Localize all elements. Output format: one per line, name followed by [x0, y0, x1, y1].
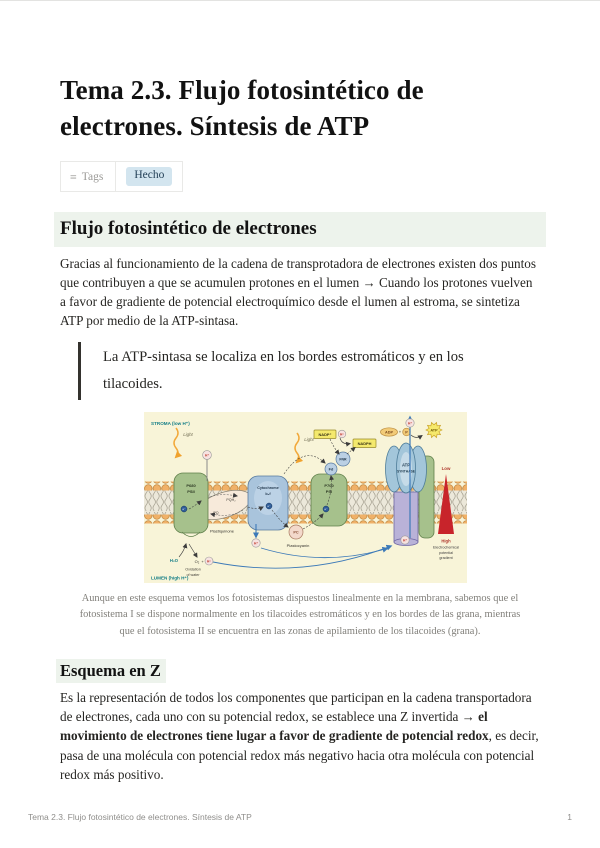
fnr-label: FNR [339, 457, 347, 462]
low-label: Low [441, 466, 451, 472]
p700-label: P700 [324, 483, 334, 489]
quote-block [78, 342, 523, 400]
hplus-lollipop: H⁺ [204, 453, 210, 458]
light-label-1: Light [183, 432, 193, 438]
b6f-label: b₆f [265, 492, 271, 497]
plus-sign-2: + [201, 559, 204, 565]
psi-label: PSI [325, 489, 333, 495]
thylakoid-membrane-diagram [144, 412, 467, 583]
tag-badge-hecho: Hecho [126, 167, 172, 186]
photosystem-i [311, 474, 347, 526]
h2o-label: H₂O [169, 558, 179, 564]
footer-page-number: 1 [567, 812, 572, 822]
list-icon: ≡ [70, 169, 77, 184]
atp-synthase-label-2: SYNTHASE [397, 469, 415, 474]
pc-label: PC [293, 530, 299, 535]
plus-sign: + [398, 429, 402, 435]
gradient-label-1: Electrochemical [432, 545, 460, 550]
plastoquinone-label: Plastiquinone [209, 528, 235, 534]
photosystem-ii [174, 473, 208, 537]
paragraph-esquema-before: Es la representación de todos los componentes que participan en la cadena transportadora de electrones, cada uno con su potencial redox, se establece una Z invertida → [60, 690, 532, 725]
fnr-enzyme [336, 452, 350, 466]
fd-label: Fd [328, 467, 334, 472]
stroma-label: STROMA (low H⁺) [151, 421, 190, 427]
hplus-lumen-1: H⁺ [253, 541, 259, 546]
atp-label: ATP [430, 428, 438, 433]
o2-label: O₂ [194, 559, 200, 565]
oxidation-label-1: Oxidation [185, 567, 201, 572]
section-heading-flujo: Flujo fotosintético de electrones [54, 212, 546, 247]
paragraph-esquema [60, 688, 540, 784]
page-footer [28, 812, 572, 822]
paragraph-flujo: Gracias al funcionamiento de la cadena de transprotadora de electrones existen dos puntos que contribuyen a que se acumulen protones en el lumen → Cuando los protones vuelven a favor de gradiente de potencial electroquímico desde el lumen al estroma, se sintetiza ATP por medio de la ATP-sintasa. [60, 255, 537, 329]
electron-label-3: e⁻ [324, 507, 328, 512]
figure-caption: Aunque en este esquema vemos los fotosistemas dispuestos linealmente en la membrana, sabemos que el fotosistema I se dispone normalmente en los tilacoides estromáticos y en los bordes de las grana, mientras que el fotosistema II se encuentra en las zonas de apilamiento de los tilacoides (grana). [79, 593, 521, 637]
plastocyanin-label: Plastocyanin [286, 543, 310, 549]
hplus-stroma: H⁺ [407, 421, 413, 426]
ferredoxin [325, 463, 337, 475]
cytochrome-label: Cytochrome [257, 486, 279, 491]
p680-label: P680 [186, 483, 196, 489]
gradient-label-2: potential [439, 551, 453, 556]
tags-value-cell [116, 162, 182, 191]
paragraph-esquema-bold: el movimiento de electrones tiene lugar a favor de gradiente de potencial redox [60, 709, 489, 744]
paragraph-esquema-after: , es decir, pasa de una molécula con potencial redox más negativo hacia otra molécula con potencial redox más positivo. [60, 728, 539, 782]
oxidation-label-2: of water [186, 573, 200, 578]
hplus-water: H⁺ [207, 559, 211, 564]
atp-synthase-label-1: ATP [401, 462, 411, 468]
document-page [0, 1, 600, 784]
electron-label-2: e⁻ [267, 504, 271, 509]
lumen-label: LUMEN (high H⁺) [151, 575, 189, 581]
hplus-synthase: H⁺ [402, 538, 408, 543]
quote-text: La ATP-sintasa se localiza en los bordes estromáticos y en los tilacoides. [103, 349, 464, 393]
hplus-nadp: H⁺ [340, 432, 344, 437]
pqh2-label: PQH₂ [226, 498, 236, 503]
light-label-2: Light [304, 437, 314, 443]
tags-property-cell [61, 162, 116, 191]
section-heading-esquema [60, 660, 540, 681]
footer-document-title: Tema 2.3. Flujo fotosintético de electrones. Síntesis de ATP [28, 812, 252, 822]
high-label: High [441, 538, 451, 544]
nadph-label: NADPH [357, 441, 372, 447]
nadp-label: NADP⁺ [318, 432, 332, 438]
figure-membrane-diagram [144, 412, 540, 583]
pq-label: PQ [213, 511, 219, 516]
page-title: Tema 2.3. Flujo fotosintético de electrones. Síntesis de ATP [60, 75, 424, 141]
tags-label: Tags [81, 170, 104, 183]
adp-label: ADP [384, 430, 394, 435]
phosphate-label: P [405, 430, 408, 435]
properties-table [60, 161, 183, 192]
electron-label-1: e⁻ [182, 507, 186, 512]
section-heading-esquema-text: Esquema en Z [56, 659, 166, 683]
psii-label: PSII [187, 489, 195, 495]
gradient-label-3: gradient [439, 556, 453, 561]
